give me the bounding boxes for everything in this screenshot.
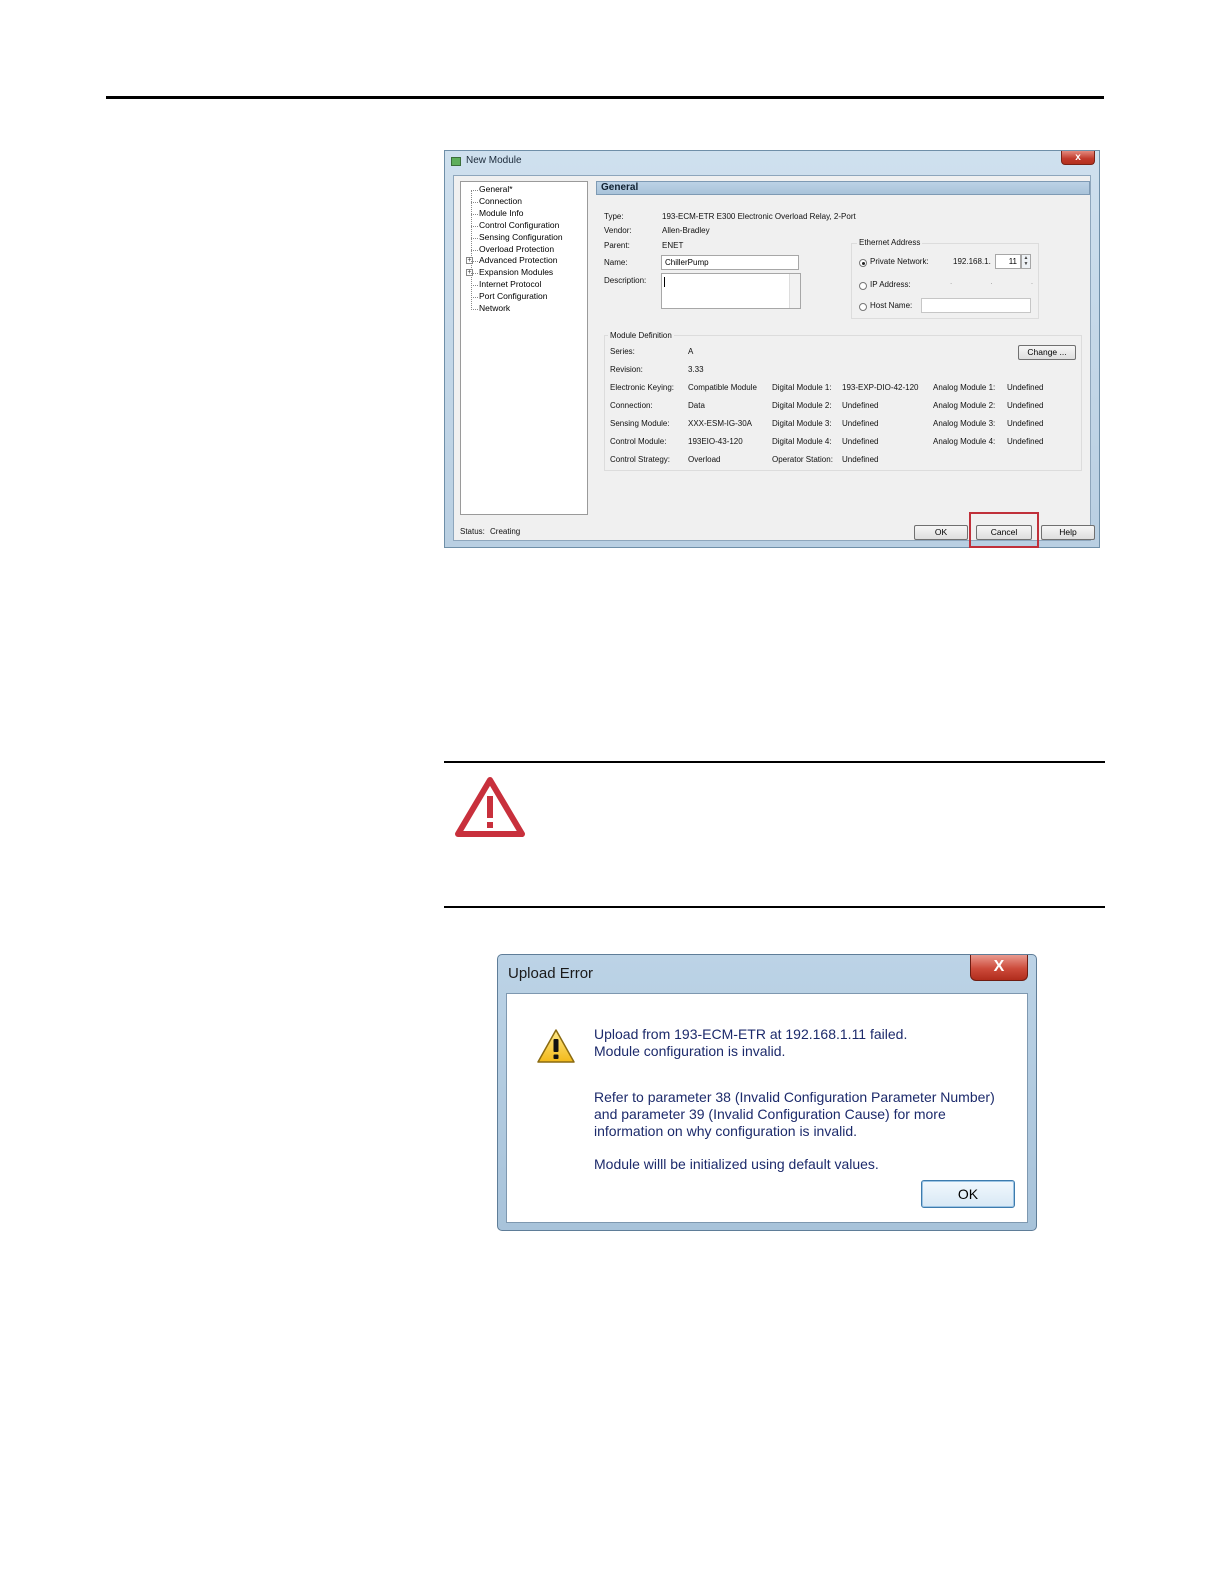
status-label: Status: [460,527,485,536]
digital-module-2-label: Digital Module 2: [772,401,832,410]
control-module-value: 193EIO-43-120 [688,437,743,446]
revision-value: 3.33 [688,365,704,374]
revision-label: Revision: [610,365,643,374]
keying-label: Electronic Keying: [610,383,675,392]
module-app-icon [451,157,461,166]
tree-item-port-configuration[interactable]: Port Configuration [479,291,548,301]
control-strategy-value: Overload [688,455,721,464]
help-button[interactable]: Help [1041,525,1095,540]
warning-bottom-rule [444,906,1105,908]
analog-module-3-value: Undefined [1007,419,1044,428]
vendor-label: Vendor: [604,226,632,235]
tree-item-connection[interactable]: Connection [479,196,523,206]
general-panel [596,181,1092,501]
digital-module-4-value: Undefined [842,437,879,446]
ok-button[interactable]: OK [914,525,968,540]
digital-module-3-value: Undefined [842,419,879,428]
change-button[interactable]: Change ... [1018,345,1076,360]
tree-item-expansion-modules[interactable]: Expansion Modules [479,267,554,277]
analog-module-3-label: Analog Module 3: [933,419,996,428]
ip-address-field[interactable]: . . . [950,277,1052,286]
tree-item-general[interactable]: General* [479,184,513,194]
host-name-label: Host Name: [870,301,913,310]
analog-module-2-label: Analog Module 2: [933,401,996,410]
digital-module-4-label: Digital Module 4: [772,437,832,446]
tree-connector [471,190,472,308]
upload-error-dialog [497,954,1037,1231]
error-line-5: information on why configuration is invalid. [594,1123,858,1139]
analog-module-4-label: Analog Module 4: [933,437,996,446]
tree-item-module-info[interactable]: Module Info [479,208,524,218]
digital-module-1-value: 193-EXP-DIO-42-120 [842,383,919,392]
control-module-label: Control Module: [610,437,667,446]
tree-item-overload-protection[interactable]: Overload Protection [479,244,555,254]
host-name-field[interactable] [921,298,1031,313]
dialog-client [453,175,1091,541]
type-value: 193-ECM-ETR E300 Electronic Overload Relay, 2-Port [662,212,856,221]
tree-item-internet-protocol[interactable]: Internet Protocol [479,279,542,289]
description-scrollbar[interactable] [789,274,800,308]
tree-item-control-configuration[interactable]: Control Configuration [479,220,560,230]
dialog-body [506,993,1028,1223]
digital-module-3-label: Digital Module 3: [772,419,832,428]
description-field[interactable] [661,273,801,309]
error-line-3: Refer to parameter 38 (Invalid Configuration Parameter Number) [594,1089,995,1105]
host-spinner[interactable]: ▲ ▼ [1021,254,1031,269]
operator-station-value: Undefined [842,455,879,464]
status-value: Creating [490,527,521,536]
name-label: Name: [604,258,628,267]
warning-icon [536,1028,576,1064]
error-line-4: and parameter 39 (Invalid Configuration Cause) for more [594,1106,946,1122]
tree-item-sensing-configuration[interactable]: Sensing Configuration [479,232,563,242]
tree-item-network[interactable]: Network [479,303,511,313]
operator-station-label: Operator Station: [772,455,833,464]
private-network-radio[interactable] [859,259,867,267]
error-line-6: Module willl be initialized using default values. [594,1156,879,1172]
dialog-title: Upload Error [508,965,594,982]
text-caret [664,277,665,287]
expand-expansion-modules-icon[interactable]: + [467,269,472,276]
host-name-radio[interactable] [859,303,867,311]
sensing-module-value: XXX-ESM-IG-30A [688,419,753,428]
parent-value: ENET [662,241,684,250]
tree-item-advanced-protection[interactable]: Advanced Protection [479,255,558,265]
private-host-field[interactable]: 11 [995,254,1021,269]
private-network-prefix: 192.168.1. [953,257,991,266]
name-field[interactable]: ChillerPump [661,255,799,270]
control-strategy-label: Control Strategy: [610,455,671,464]
warning-top-rule [444,761,1105,763]
close-icon[interactable]: X [970,955,1028,981]
vendor-value: Allen-Bradley [662,226,710,235]
analog-module-1-value: Undefined [1007,383,1044,392]
error-line-2: Module configuration is invalid. [594,1043,786,1059]
error-line-1: Upload from 193-ECM-ETR at 192.168.1.11 failed. [594,1026,908,1042]
close-icon[interactable]: x [1061,151,1095,165]
analog-module-2-value: Undefined [1007,401,1044,410]
warning-triangle-icon [455,776,525,838]
analog-module-4-value: Undefined [1007,437,1044,446]
connection-value: Data [688,401,705,410]
ethernet-group-label: Ethernet Address [859,238,921,247]
page-header-rule [106,96,1104,99]
type-label: Type: [604,212,624,221]
sensing-module-label: Sensing Module: [610,419,670,428]
description-label: Description: [604,276,647,285]
module-definition-label: Module Definition [610,331,672,340]
parent-label: Parent: [604,241,630,250]
analog-module-1-label: Analog Module 1: [933,383,996,392]
digital-module-2-value: Undefined [842,401,879,410]
panel-title: General [596,181,1090,195]
category-tree[interactable] [460,181,588,515]
ip-address-label: IP Address: [870,280,911,289]
ip-address-radio[interactable] [859,282,867,290]
new-module-window [444,150,1100,548]
title-bar [445,151,1099,173]
window-title: New Module [466,155,522,166]
expand-advanced-protection-icon[interactable]: + [467,257,472,264]
private-network-label: Private Network: [870,257,929,266]
connection-label: Connection: [610,401,653,410]
keying-value: Compatible Module [688,383,757,392]
ok-button[interactable]: OK [921,1180,1015,1208]
cancel-button[interactable]: Cancel [976,525,1032,540]
series-value: A [688,347,694,356]
series-label: Series: [610,347,635,356]
digital-module-1-label: Digital Module 1: [772,383,832,392]
